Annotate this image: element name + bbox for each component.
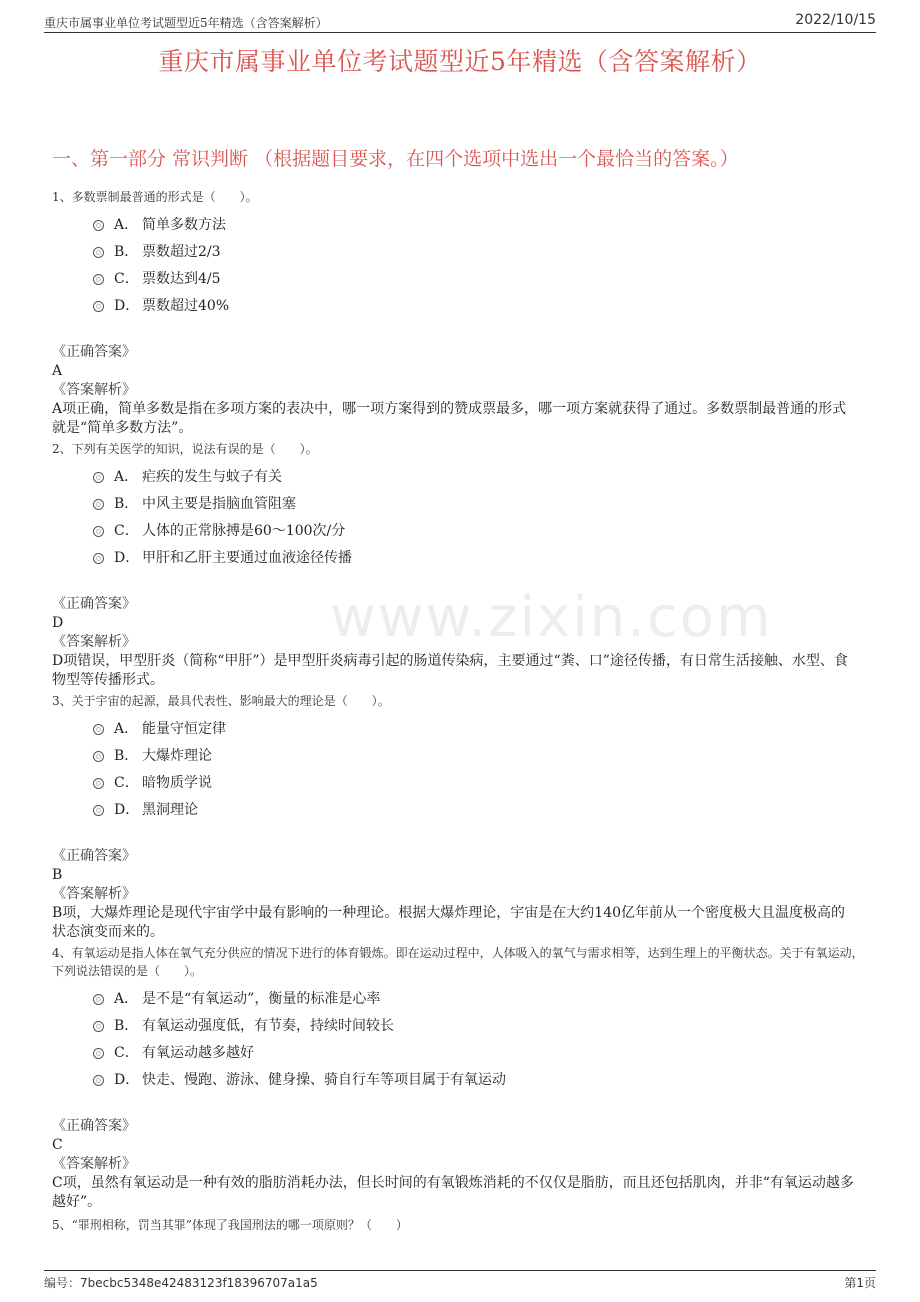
radio-icon[interactable]	[93, 1075, 104, 1086]
option-text: 有氧运动越多越好	[142, 1045, 254, 1061]
option-letter: A．	[114, 991, 139, 1007]
answer-label: 《正确答案》	[52, 344, 136, 360]
question-stem: 2、下列有关医学的知识，说法有误的是（ ）。	[52, 442, 318, 456]
option-text: 甲肝和乙肝主要通过血液途径传播	[142, 550, 352, 566]
watermark: www.zixin.com	[330, 585, 773, 650]
option-text: 票数达到4/5	[142, 271, 221, 287]
explanation-label: 《答案解析》	[52, 382, 136, 398]
answer-value: B	[52, 867, 63, 883]
option-text: 票数超过2/3	[142, 244, 221, 260]
page-header	[44, 12, 876, 33]
explanation-label: 《答案解析》	[52, 1156, 136, 1172]
answer-value: C	[52, 1137, 63, 1153]
option-letter: D．	[114, 298, 140, 314]
option-text: 人体的正常脉搏是60～100次/分	[142, 523, 346, 539]
options-list	[52, 986, 872, 1094]
option-text: 是不是“有氧运动”，衡量的标准是心率	[142, 991, 381, 1007]
option-text: 有氧运动强度低，有节奏，持续时间较长	[142, 1018, 394, 1034]
option-a[interactable]	[52, 464, 872, 491]
section-heading: 一、第一部分 常识判断 （根据题目要求，在四个选项中选出一个最恰当的答案。）	[52, 148, 739, 170]
option-b[interactable]	[52, 743, 872, 770]
radio-icon[interactable]	[93, 1048, 104, 1059]
option-b[interactable]	[52, 491, 872, 518]
radio-icon[interactable]	[93, 778, 104, 789]
question-stem: 4、有氧运动是指人体在氧气充分供应的情况下进行的体育锻炼。即在运动过程中，人体吸入的氧气与需求相等，达到生理上的平衡状态。关于有氧运动，下列说法错误的是（ ）。	[52, 946, 864, 978]
option-d[interactable]	[52, 545, 872, 572]
option-letter: A．	[114, 469, 139, 485]
radio-icon[interactable]	[93, 805, 104, 816]
option-letter: D．	[114, 802, 140, 818]
question-stem: 3、关于宇宙的起源，最具代表性、影响最大的理论是（ ）。	[52, 694, 390, 708]
question-2	[52, 440, 872, 690]
option-b[interactable]	[52, 239, 872, 266]
answer-block	[52, 847, 872, 942]
radio-icon[interactable]	[93, 274, 104, 285]
footer-page-number: 第1页	[844, 1276, 876, 1290]
option-text: 快走、慢跑、游泳、健身操、骑自行车等项目属于有氧运动	[142, 1072, 506, 1088]
question-3	[52, 692, 872, 942]
radio-icon[interactable]	[93, 994, 104, 1005]
option-text: 疟疾的发生与蚊子有关	[142, 469, 282, 485]
explanation-label: 《答案解析》	[52, 886, 136, 902]
radio-icon[interactable]	[93, 526, 104, 537]
option-a[interactable]	[52, 986, 872, 1013]
answer-value: D	[52, 615, 64, 631]
option-letter: A．	[114, 721, 139, 737]
option-a[interactable]	[52, 716, 872, 743]
option-letter: B．	[114, 496, 139, 512]
header-doc-name: 重庆市属事业单位考试题型近5年精选（含答案解析）	[44, 16, 328, 30]
option-a[interactable]	[52, 212, 872, 239]
question-stem: 1、多数票制最普通的形式是（ ）。	[52, 190, 258, 204]
question-4	[52, 944, 872, 1212]
answer-label: 《正确答案》	[52, 1118, 136, 1134]
radio-icon[interactable]	[93, 499, 104, 510]
explanation-text: C项，虽然有氧运动是一种有效的脂肪消耗办法，但长时间的有氧锻炼消耗的不仅仅是脂肪，而且还包括肌肉，并非“有氧运动越多越好”。	[52, 1175, 854, 1210]
radio-icon[interactable]	[93, 247, 104, 258]
option-b[interactable]	[52, 1013, 872, 1040]
answer-block	[52, 1117, 872, 1212]
option-letter: B．	[114, 244, 139, 260]
option-text: 大爆炸理论	[142, 748, 212, 764]
radio-icon[interactable]	[93, 553, 104, 564]
option-c[interactable]	[52, 518, 872, 545]
option-text: 暗物质学说	[142, 775, 212, 791]
answer-block	[52, 595, 872, 690]
option-d[interactable]	[52, 1067, 872, 1094]
options-list	[52, 716, 872, 824]
option-letter: B．	[114, 1018, 139, 1034]
question-stem: 5、“罪刑相称，罚当其罪”体现了我国刑法的哪一项原则？（ ）	[52, 1218, 408, 1232]
radio-icon[interactable]	[93, 751, 104, 762]
option-c[interactable]	[52, 266, 872, 293]
option-letter: D．	[114, 550, 140, 566]
document-title: 重庆市属事业单位考试题型近5年精选（含答案解析）	[158, 47, 762, 76]
option-letter: B．	[114, 748, 139, 764]
option-letter: C．	[114, 775, 139, 791]
option-letter: C．	[114, 271, 139, 287]
answer-block	[52, 343, 872, 438]
option-text: 简单多数方法	[142, 217, 226, 233]
page-footer	[44, 1270, 876, 1291]
radio-icon[interactable]	[93, 724, 104, 735]
question-5	[52, 1216, 872, 1234]
explanation-text: B项，大爆炸理论是现代宇宙学中最有影响的一种理论。根据大爆炸理论，宇宙是在大约140亿年前从一个密度极大且温度极高的状态演变而来的。	[52, 905, 846, 940]
option-letter: A．	[114, 217, 139, 233]
options-list	[52, 212, 872, 320]
options-list	[52, 464, 872, 572]
explanation-label: 《答案解析》	[52, 634, 136, 650]
radio-icon[interactable]	[93, 472, 104, 483]
option-c[interactable]	[52, 770, 872, 797]
option-d[interactable]	[52, 797, 872, 824]
radio-icon[interactable]	[93, 220, 104, 231]
option-c[interactable]	[52, 1040, 872, 1067]
option-text: 中风主要是指脑血管阻塞	[142, 496, 296, 512]
option-text: 票数超过40%	[142, 298, 230, 314]
option-d[interactable]	[52, 293, 872, 320]
option-text: 能量守恒定律	[142, 721, 226, 737]
answer-value: A	[52, 363, 63, 379]
explanation-text: D项错误，甲型肝炎（简称“甲肝”）是甲型肝炎病毒引起的肠道传染病，主要通过“粪、口”途径传播，有日常生活接触、水型、食物型等传播形式。	[52, 653, 848, 688]
option-letter: D．	[114, 1072, 140, 1088]
footer-doc-id: 编号：7becbc5348e42483123f18396707a1a5	[44, 1276, 318, 1290]
question-1	[52, 188, 872, 438]
radio-icon[interactable]	[93, 1021, 104, 1032]
option-letter: C．	[114, 523, 139, 539]
header-date: 2022/10/15	[795, 12, 876, 28]
answer-label: 《正确答案》	[52, 848, 136, 864]
option-text: 黑洞理论	[142, 802, 198, 818]
explanation-text: A项正确，简单多数是指在多项方案的表决中，哪一项方案得到的赞成票最多，哪一项方案就获得了通过。多数票制最普通的形式就是“简单多数方法”。	[52, 401, 847, 436]
radio-icon[interactable]	[93, 301, 104, 312]
option-letter: C．	[114, 1045, 139, 1061]
answer-label: 《正确答案》	[52, 596, 136, 612]
